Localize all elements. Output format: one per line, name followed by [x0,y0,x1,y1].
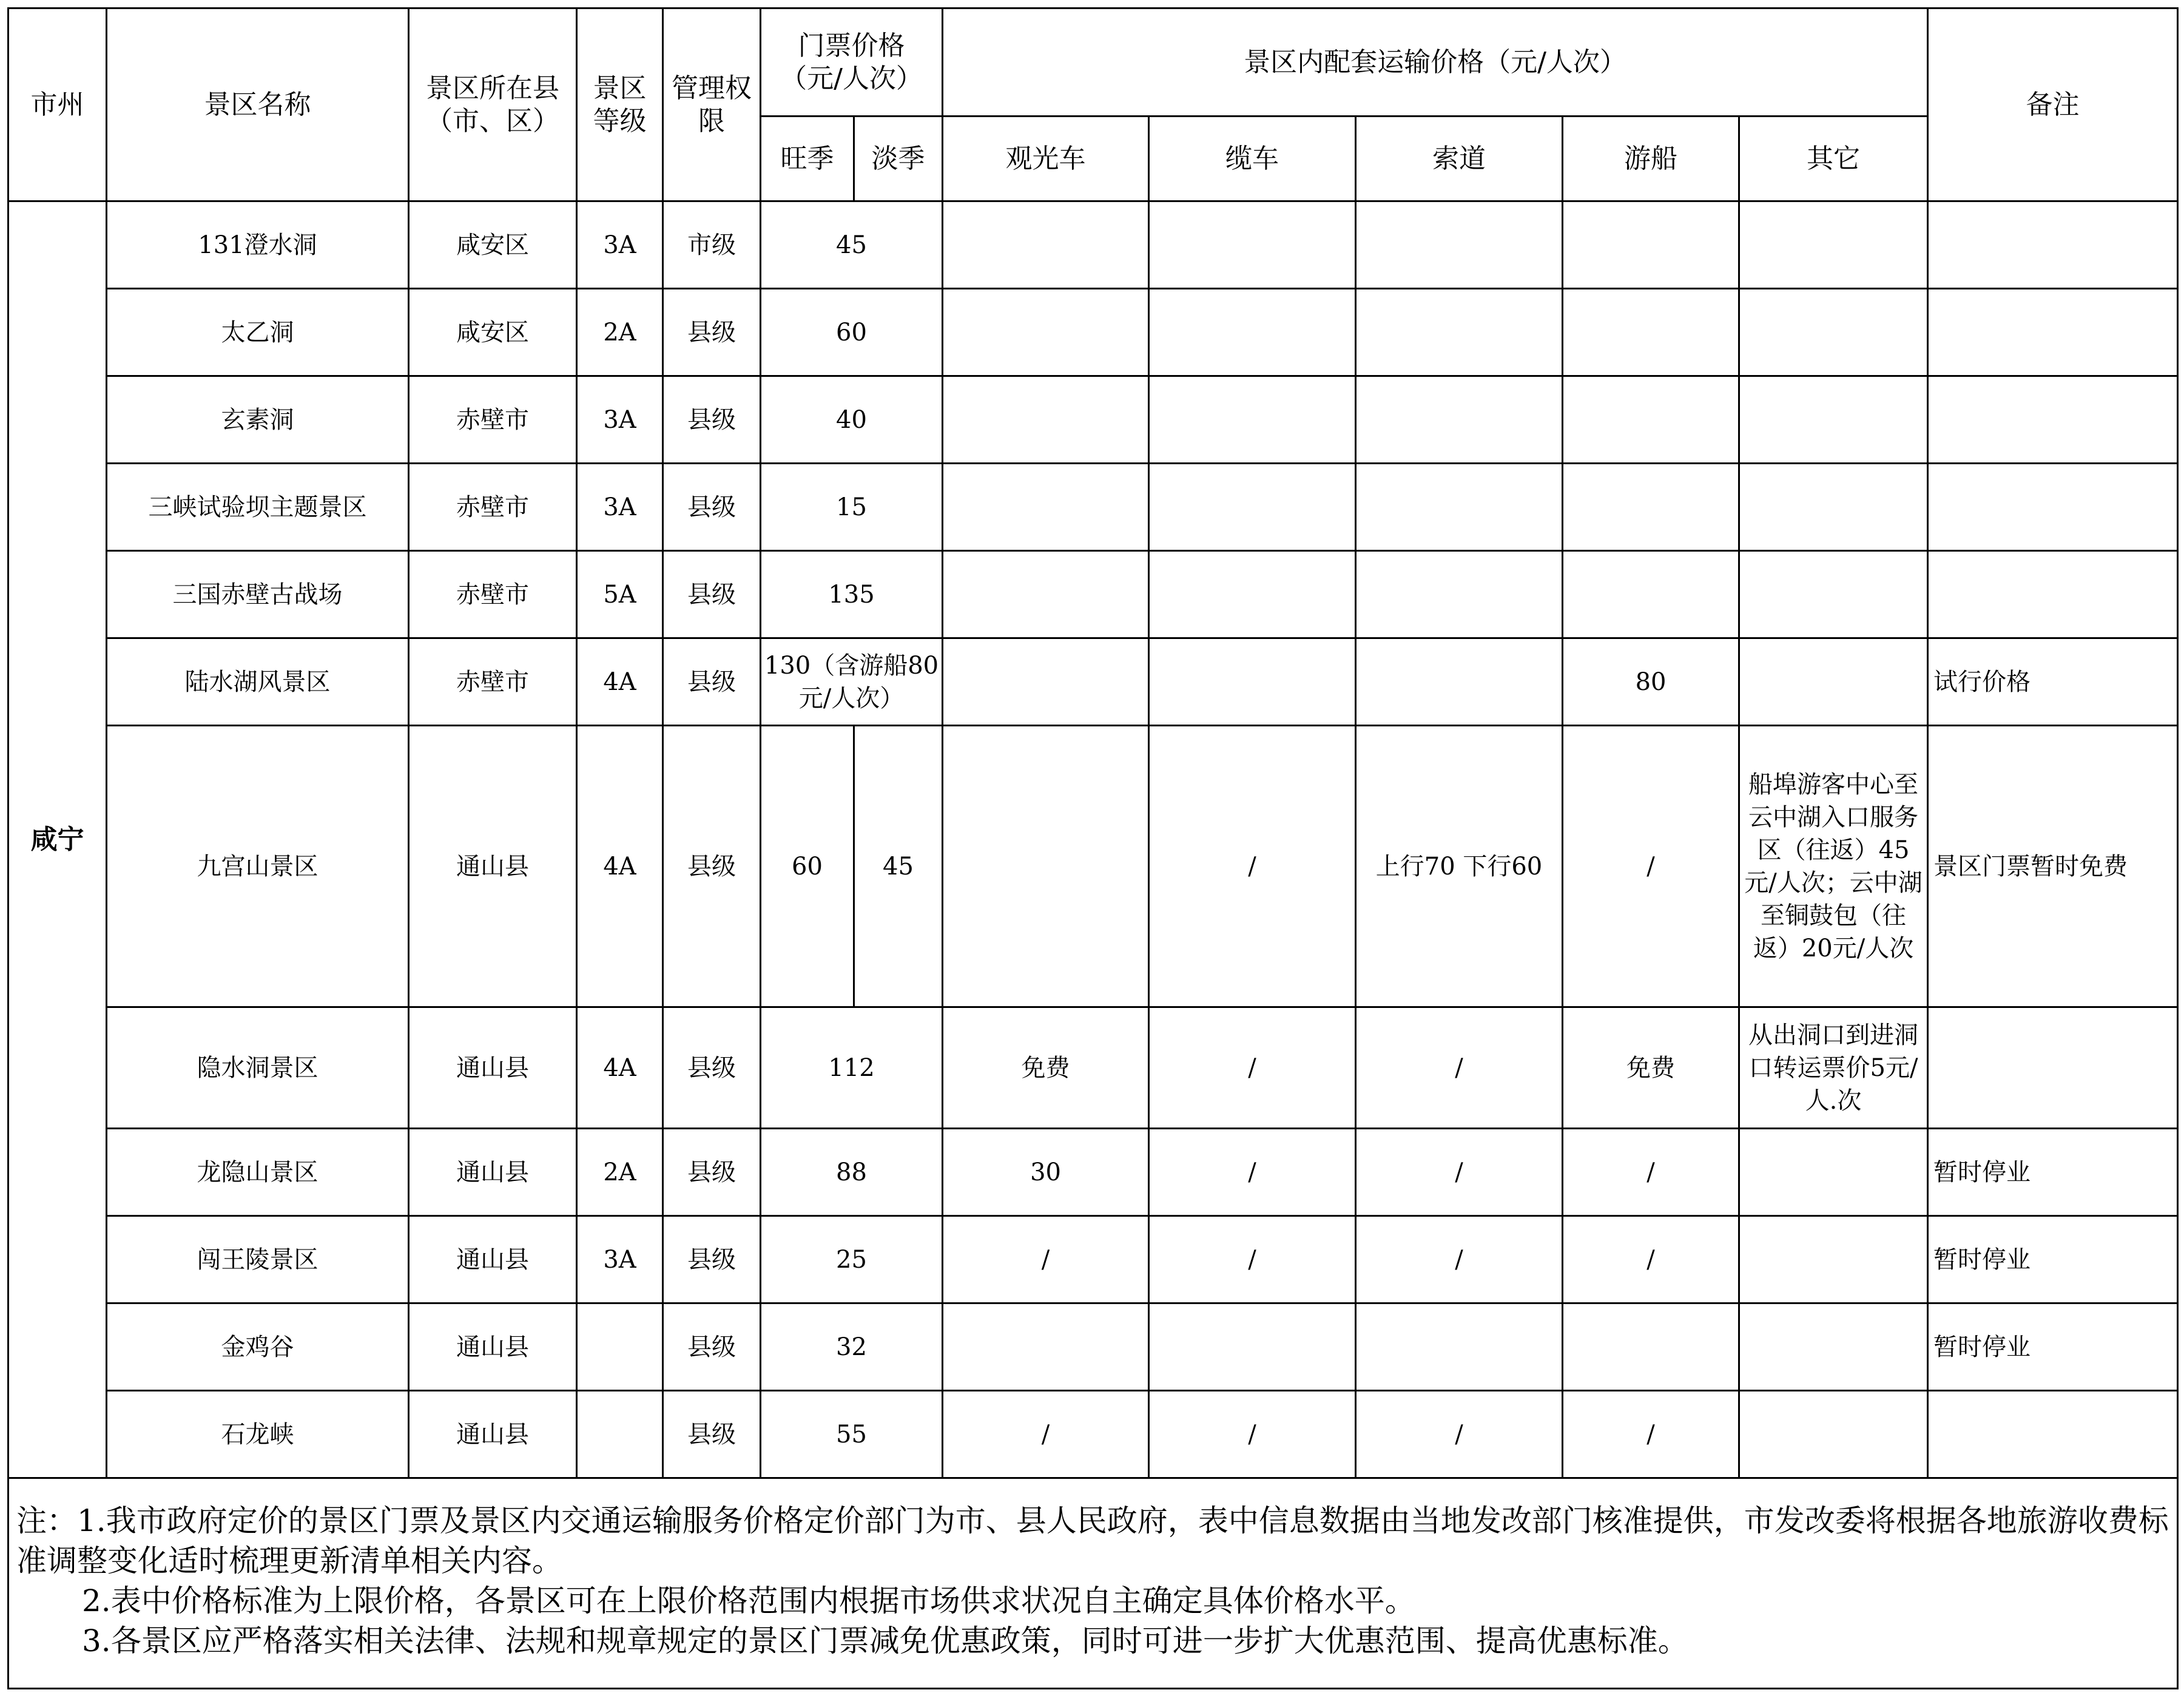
authority-cell: 县级 [663,289,761,376]
header-cable-car: 缆车 [1149,117,1356,201]
ticket-cell: 32 [761,1303,943,1391]
table-row [8,1303,2178,1391]
cable-cell: / [1149,1129,1356,1216]
authority-cell: 县级 [663,376,761,464]
other-cell [1739,201,1928,289]
remarks-cell [1928,289,2178,376]
ropeway-cell [1356,464,1563,551]
table-row [8,1391,2178,1478]
header-sightseeing-car: 观光车 [943,117,1149,201]
boat-cell: / [1563,1129,1739,1216]
table-row [8,1007,2178,1129]
grade-cell [577,1391,663,1478]
car-cell [943,376,1149,464]
county-cell: 赤壁市 [409,638,577,726]
table-row [8,464,2178,551]
header-scenic-name: 景区名称 [107,8,409,201]
grade-cell: 4A [577,638,663,726]
boat-cell: / [1563,1216,1739,1303]
table-row [8,726,2178,1007]
other-cell [1739,376,1928,464]
county-cell: 咸安区 [409,289,577,376]
header-transport-price: 景区内配套运输价格（元/人次） [943,8,1928,117]
ropeway-cell [1356,201,1563,289]
authority-cell: 县级 [663,1007,761,1129]
county-cell: 通山县 [409,1007,577,1129]
remarks-cell [1928,1391,2178,1478]
grade-cell: 3A [577,201,663,289]
authority-cell: 县级 [663,638,761,726]
ticket-cell: 40 [761,376,943,464]
authority-cell: 县级 [663,1129,761,1216]
cable-cell [1149,638,1356,726]
ticket-cell: 88 [761,1129,943,1216]
ticket-cell: 112 [761,1007,943,1129]
boat-cell [1563,551,1739,638]
header-boat: 游船 [1563,117,1739,201]
county-cell: 赤壁市 [409,376,577,464]
county-cell: 通山县 [409,726,577,1007]
county-cell: 通山县 [409,1391,577,1478]
other-cell [1739,289,1928,376]
other-cell [1739,1216,1928,1303]
scenic-name: 陆水湖风景区 [107,638,409,726]
scenic-name: 131澄水洞 [107,201,409,289]
header-ropeway: 索道 [1356,117,1563,201]
county-cell: 咸安区 [409,201,577,289]
cable-cell [1149,376,1356,464]
ticket-cell: 45 [761,201,943,289]
county-cell: 通山县 [409,1129,577,1216]
header-county: 景区所在县（市、区） [409,8,577,201]
other-cell: 船埠游客中心至云中湖入口服务区（往返）45元/人次；云中湖至铜鼓包（往返）20元/人次 [1739,726,1928,1007]
cable-cell: / [1149,726,1356,1007]
other-cell: 从出洞口到进洞口转运票价5元/人.次 [1739,1007,1928,1129]
other-cell [1739,1303,1928,1391]
authority-cell: 县级 [663,551,761,638]
ropeway-cell [1356,638,1563,726]
boat-cell: / [1563,1391,1739,1478]
authority-cell: 县级 [663,1391,761,1478]
remarks-cell: 暂时停业 [1928,1129,2178,1216]
table-row [8,1129,2178,1216]
boat-cell [1563,376,1739,464]
remarks-cell [1928,201,2178,289]
boat-cell [1563,1303,1739,1391]
county-cell: 通山县 [409,1216,577,1303]
authority-cell: 县级 [663,1216,761,1303]
grade-cell: 2A [577,289,663,376]
note-1: 注：1.我市政府定价的景区门票及景区内交通运输服务价格定价部门为市、县人民政府，表中信息数据由当地发改部门核准提供，市发改委将根据各地旅游收费标准调整变化适时梳理更新清单相关内容。 [16,1503,2169,1578]
cable-cell: / [1149,1216,1356,1303]
boat-cell [1563,289,1739,376]
other-cell [1739,1391,1928,1478]
scenic-name: 三国赤壁古战场 [107,551,409,638]
table-row [8,376,2178,464]
authority-cell: 县级 [663,726,761,1007]
other-cell [1739,551,1928,638]
ropeway-cell [1356,289,1563,376]
car-cell [943,726,1149,1007]
ropeway-cell [1356,551,1563,638]
header-city: 市州 [8,8,107,201]
cable-cell [1149,464,1356,551]
authority-cell: 县级 [663,1303,761,1391]
other-cell [1739,464,1928,551]
car-cell [943,551,1149,638]
cable-cell [1149,551,1356,638]
grade-cell [577,1303,663,1391]
cable-cell [1149,201,1356,289]
grade-cell: 4A [577,1007,663,1129]
header-offpeak: 淡季 [854,117,943,201]
header-peak: 旺季 [761,117,854,201]
remarks-cell [1928,464,2178,551]
table-row [8,289,2178,376]
city-cell: 咸宁 [8,201,107,1478]
ticket-cell: 25 [761,1216,943,1303]
car-cell: / [943,1216,1149,1303]
car-cell [943,1303,1149,1391]
car-cell [943,638,1149,726]
ropeway-cell [1356,376,1563,464]
car-cell: / [943,1391,1149,1478]
ticket-cell: 135 [761,551,943,638]
authority-cell: 市级 [663,201,761,289]
remarks-cell [1928,376,2178,464]
peak-ticket-cell: 60 [761,726,854,1007]
scenic-name: 隐水洞景区 [107,1007,409,1129]
grade-cell: 3A [577,1216,663,1303]
remarks-cell [1928,551,2178,638]
county-cell: 通山县 [409,1303,577,1391]
county-cell: 赤壁市 [409,551,577,638]
ticket-cell: 60 [761,289,943,376]
scenic-name: 闯王陵景区 [107,1216,409,1303]
boat-cell: 80 [1563,638,1739,726]
scenic-name: 石龙峡 [107,1391,409,1478]
ropeway-cell: / [1356,1007,1563,1129]
grade-cell: 3A [577,464,663,551]
ropeway-cell: / [1356,1129,1563,1216]
price-table-sheet [7,7,2177,1689]
scenic-name: 龙隐山景区 [107,1129,409,1216]
header-authority: 管理权限 [663,8,761,201]
ropeway-cell: / [1356,1391,1563,1478]
table-row [8,638,2178,726]
note-2: 2.表中价格标准为上限价格，各景区可在上限价格范围内根据市场供求状况自主确定具体价格水平。 [82,1583,1415,1618]
ropeway-cell: / [1356,1216,1563,1303]
scenic-name: 九宫山景区 [107,726,409,1007]
table-row [8,1216,2178,1303]
notes-cell [8,1478,2178,1689]
other-cell [1739,1129,1928,1216]
note-3: 3.各景区应严格落实相关法律、法规和规章规定的景区门票减免优惠政策，同时可进一步扩大优惠范围、提高优惠标准。 [82,1623,1688,1658]
grade-cell: 3A [577,376,663,464]
table-row [8,551,2178,638]
other-cell [1739,638,1928,726]
ropeway-cell: 上行70 下行60 [1356,726,1563,1007]
boat-cell: / [1563,726,1739,1007]
scenic-name: 金鸡谷 [107,1303,409,1391]
offpeak-ticket-cell: 45 [854,726,943,1007]
cable-cell: / [1149,1007,1356,1129]
ticket-cell: 130（含游船80元/人次） [761,638,943,726]
ticket-cell: 55 [761,1391,943,1478]
boat-cell: 免费 [1563,1007,1739,1129]
grade-cell: 2A [577,1129,663,1216]
remarks-cell [1928,1007,2178,1129]
notes-row [8,1478,2178,1689]
scenic-name: 玄素洞 [107,376,409,464]
car-cell [943,289,1149,376]
boat-cell [1563,201,1739,289]
header-ticket-price: 门票价格（元/人次） [761,8,943,117]
table-row [8,201,2178,289]
authority-cell: 县级 [663,464,761,551]
scenic-name: 太乙洞 [107,289,409,376]
remarks-cell: 暂时停业 [1928,1303,2178,1391]
remarks-cell: 景区门票暂时免费 [1928,726,2178,1007]
car-cell [943,201,1149,289]
cable-cell [1149,1303,1356,1391]
county-cell: 赤壁市 [409,464,577,551]
remarks-cell: 试行价格 [1928,638,2178,726]
car-cell: 30 [943,1129,1149,1216]
cable-cell [1149,289,1356,376]
grade-cell: 4A [577,726,663,1007]
grade-cell: 5A [577,551,663,638]
remarks-cell: 暂时停业 [1928,1216,2178,1303]
scenic-price-table [7,7,2179,1689]
ticket-cell: 15 [761,464,943,551]
cable-cell: / [1149,1391,1356,1478]
header-remarks: 备注 [1928,8,2178,201]
header-other: 其它 [1739,117,1928,201]
scenic-name: 三峡试验坝主题景区 [107,464,409,551]
ropeway-cell [1356,1303,1563,1391]
boat-cell [1563,464,1739,551]
header-grade: 景区等级 [577,8,663,201]
car-cell [943,464,1149,551]
car-cell: 免费 [943,1007,1149,1129]
